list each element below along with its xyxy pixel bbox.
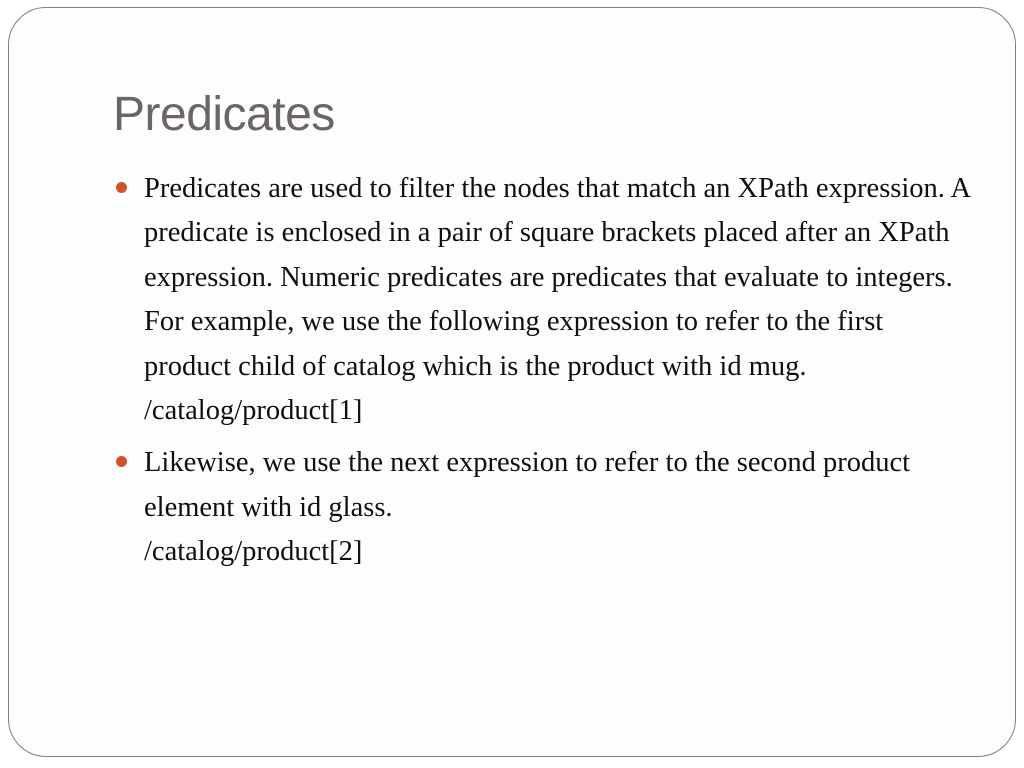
slide-title: Predicates (113, 88, 335, 141)
bullet-text: Likewise, we use the next expression to refer to the second product element with id glass. (144, 447, 911, 523)
xpath-code: /catalog/product[1] (144, 395, 363, 427)
bullet-dot-icon (116, 182, 127, 193)
bullet-list (144, 167, 974, 583)
bullet-text: Predicates are used to filter the nodes that match an XPath expression. A predicate is enclosed in a pair of square brackets placed after an XPath expression. Numeric predicates are predicates that evaluate to integers. For example, we use the following expression to refer to the first product child of catalog which is the product with id mug. (144, 173, 970, 382)
bullet-item (144, 441, 974, 574)
xpath-code: /catalog/product[2] (144, 536, 363, 568)
bullet-item (144, 167, 974, 433)
